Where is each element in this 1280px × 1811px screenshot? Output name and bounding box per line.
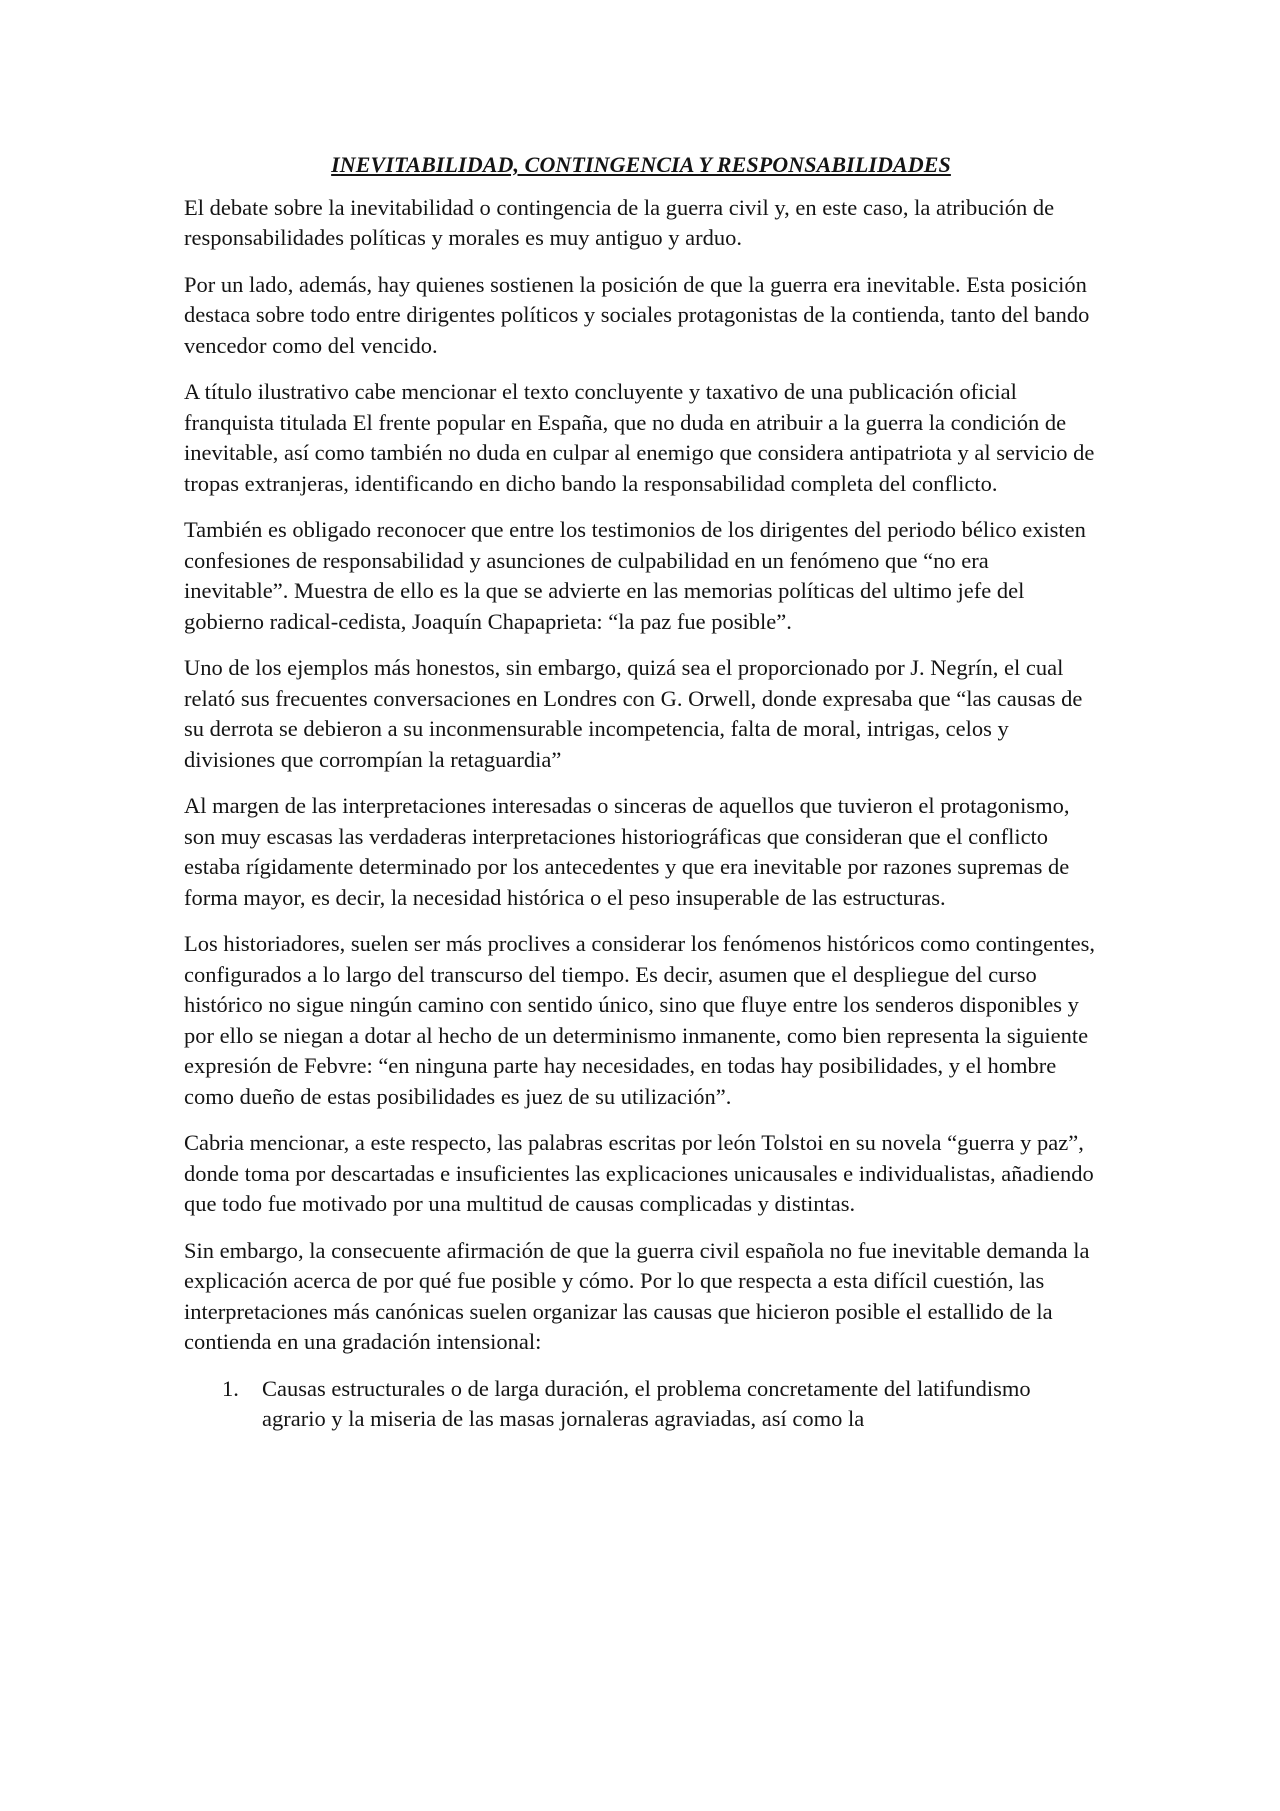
list-item — [184, 1374, 1098, 1435]
paragraph: También es obligado reconocer que entre los testimonios de los dirigentes del periodo bélico existen confesiones de responsabilidad y asunciones de culpabilidad en un fenómeno que “no era inevitable”. Muestra de ello es la que se advierte en las memorias políticas del ultimo jefe del gobierno radical-cedista, Joaquín Chapaprieta: “la paz fue posible”. — [184, 517, 1086, 634]
paragraph: Cabria mencionar, a este respecto, las palabras escritas por león Tolstoi en su novela “guerra y paz”, donde toma por descartadas e insuficientes las explicaciones unicausales e individualistas, añadiendo que todo fue motivado por una multitud de causas complicadas y distintas. — [184, 1130, 1094, 1216]
paragraph: Uno de los ejemplos más honestos, sin embargo, quizá sea el proporcionado por J. Negrín, el cual relató sus frecuentes conversaciones en Londres con G. Orwell, donde expresaba que “las causas de su derrota se debieron a su inconmensurable incompetencia, falta de moral, intrigas, celos y divisiones que corrompían la retaguardia” — [184, 655, 1083, 772]
document-title: INEVITABILIDAD, CONTINGENCIA Y RESPONSABILIDADES — [331, 152, 951, 177]
list-item-text: Causas estructurales o de larga duración, el problema concretamente del latifundismo agrario y la miseria de las masas jornaleras agraviadas, así como la — [262, 1375, 1031, 1431]
paragraph: Sin embargo, la consecuente afirmación de que la guerra civil española no fue inevitable demanda la explicación acerca de por qué fue posible y cómo. Por lo que respecta a esta difícil cuestión, las interpretaciones más canónicas suelen organizar las causas que hicieron posible el estallido de la contienda en una gradación intensional: — [184, 1237, 1090, 1354]
paragraph: El debate sobre la inevitabilidad o contingencia de la guerra civil y, en este caso, la atribución de responsabilidades políticas y morales es muy antiguo y arduo. — [184, 194, 1055, 250]
paragraph: Los historiadores, suelen ser más proclives a considerar los fenómenos históricos como contingentes, configurados a lo largo del transcurso del tiempo. Es decir, asumen que el despliegue del curso histórico no sigue ningún camino con sentido único, sino que fluye entre los senderos disponibles y por ello se niegan a dotar al hecho de un determinismo inmanente, como bien representa la siguiente expresión de Febvre: “en ninguna parte hay necesidades, en todas hay posibilidades, y el hombre como dueño de estas posibilidades es juez de su utilización”. — [184, 931, 1096, 1109]
list-item-number: 1. — [222, 1375, 239, 1401]
causes-list — [184, 1374, 1098, 1435]
document-page — [184, 150, 1098, 1435]
paragraph: A título ilustrativo cabe mencionar el texto concluyente y taxativo de una publicación oficial franquista titulada El frente popular en España, que no duda en atribuir a la guerra la condición de inevitable, así como también no duda en culpar al enemigo que considera antipatriota y al servicio de tropas extranjeras, identificando en dicho bando la responsabilidad completa del conflicto. — [184, 379, 1095, 496]
paragraph: Por un lado, además, hay quienes sostienen la posición de que la guerra era inevitable. Esta posición destaca sobre todo entre dirigentes políticos y sociales protagonistas de la contienda, tanto del bando vencedor como del vencido. — [184, 271, 1090, 358]
paragraph: Al margen de las interpretaciones interesadas o sinceras de aquellos que tuvieron el protagonismo, son muy escasas las verdaderas interpretaciones historiográficas que consideran que el conflicto estaba rígidamente determinado por los antecedentes y que era inevitable por razones supremas de forma mayor, es decir, la necesidad histórica o el peso insuperable de las estructuras. — [184, 793, 1070, 910]
